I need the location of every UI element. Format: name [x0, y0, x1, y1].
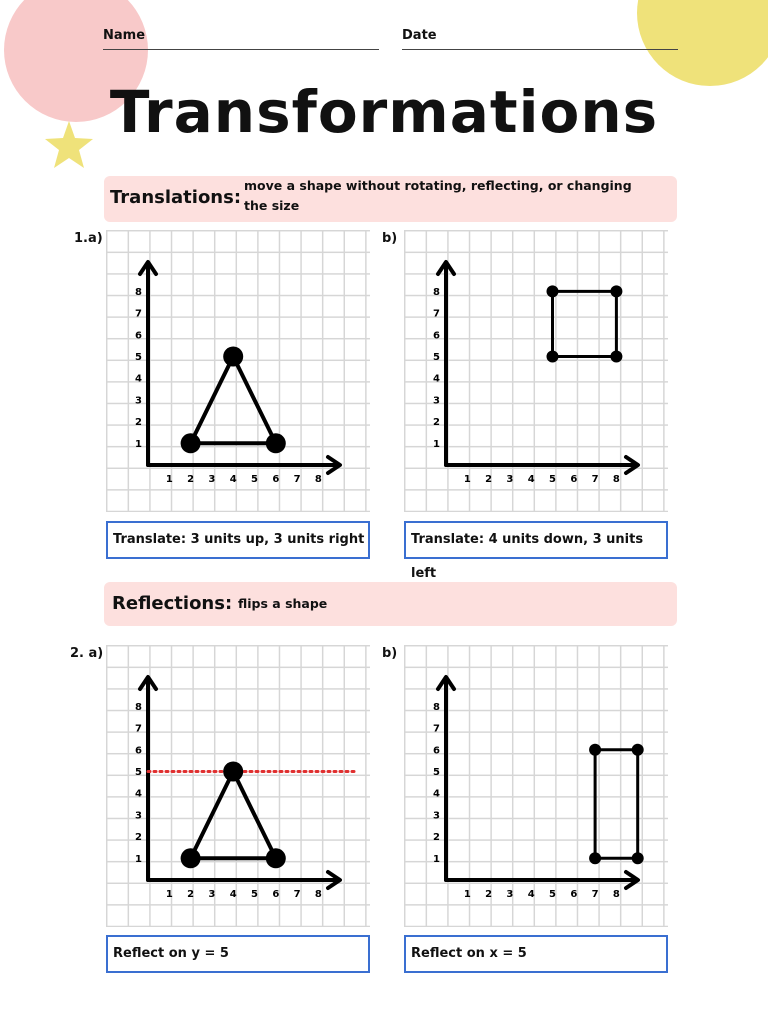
y-tick-label: 4: [433, 788, 440, 800]
y-tick-label: 7: [135, 308, 142, 320]
y-tick-label: 4: [135, 788, 142, 800]
triangle-shape: [191, 357, 276, 444]
vertex-point: [632, 852, 644, 864]
reflections-description: flips a shape: [238, 596, 328, 611]
x-tick-label: 3: [506, 889, 514, 900]
vertex-point: [589, 852, 601, 864]
vertex-point: [266, 848, 286, 868]
problem-2a-label: 2. a): [70, 646, 104, 661]
y-tick-label: 3: [433, 810, 440, 822]
date-field-line[interactable]: [402, 49, 678, 50]
y-tick-label: 2: [433, 832, 440, 844]
x-tick-label: 8: [314, 889, 322, 900]
x-tick-label: 8: [314, 474, 322, 485]
task-1b-text: Translate: 4 units down, 3 units left: [411, 532, 644, 581]
page-title: Transformations: [109, 78, 659, 146]
vertex-point: [181, 848, 201, 868]
task-2a-text: Reflect on y = 5: [113, 946, 229, 961]
x-tick-label: 7: [293, 474, 301, 485]
y-tick-label: 1: [135, 853, 142, 865]
y-tick-label: 7: [433, 723, 440, 735]
y-tick-label: 6: [135, 330, 142, 342]
coordinate-plane-2a[interactable]: [106, 645, 370, 927]
task-box-1b[interactable]: [404, 521, 668, 581]
vertex-point: [589, 744, 601, 756]
y-tick-label: 4: [433, 373, 440, 385]
x-tick-label: 6: [570, 474, 578, 485]
triangle-shape: [191, 772, 276, 859]
x-tick-label: 7: [293, 889, 301, 900]
y-tick-label: 7: [135, 723, 142, 735]
x-tick-label: 1: [463, 889, 471, 900]
reflections-heading: Reflections:: [112, 593, 233, 614]
reflections-banner: [104, 582, 677, 626]
x-tick-label: 7: [591, 889, 599, 900]
x-tick-label: 5: [549, 474, 556, 485]
rectangle-shape: [553, 291, 617, 356]
y-tick-label: 3: [135, 810, 142, 822]
translations-description-line1: move a shape without rotating, reflecting, or changing: [244, 178, 632, 193]
vertex-point: [223, 347, 243, 367]
coordinate-plane-2b[interactable]: [404, 645, 668, 927]
y-tick-label: 1: [433, 438, 440, 450]
x-tick-label: 4: [527, 889, 535, 900]
vertex-point: [547, 351, 559, 363]
x-tick-label: 8: [612, 889, 620, 900]
x-tick-label: 2: [187, 474, 195, 485]
y-tick-label: 2: [135, 417, 142, 429]
translations-banner: [104, 176, 677, 222]
rectangle-shape: [595, 750, 638, 859]
task-box-1a[interactable]: [106, 521, 370, 559]
x-tick-label: 1: [463, 474, 471, 485]
translations-heading: Translations:: [110, 187, 242, 208]
x-tick-label: 2: [187, 889, 195, 900]
x-tick-label: 3: [208, 889, 216, 900]
y-tick-label: 5: [433, 767, 440, 778]
y-tick-label: 6: [433, 330, 440, 342]
y-tick-label: 1: [433, 853, 440, 865]
task-1a-text: Translate: 3 units up, 3 units right: [113, 532, 365, 547]
y-tick-label: 5: [135, 352, 142, 363]
vertex-point: [547, 285, 559, 297]
y-tick-label: 6: [135, 745, 142, 757]
y-tick-label: 1: [135, 438, 142, 450]
x-tick-label: 5: [549, 889, 556, 900]
y-tick-label: 3: [135, 395, 142, 407]
x-tick-label: 1: [165, 889, 173, 900]
x-tick-label: 8: [612, 474, 620, 485]
y-tick-label: 2: [433, 417, 440, 429]
y-tick-label: 5: [433, 352, 440, 363]
y-tick-label: 5: [135, 767, 142, 778]
x-tick-label: 5: [251, 889, 258, 900]
y-tick-label: 8: [135, 701, 142, 713]
coordinate-plane-1a[interactable]: [106, 230, 370, 512]
y-tick-label: 6: [433, 745, 440, 757]
y-tick-label: 4: [135, 373, 142, 385]
x-tick-label: 1: [165, 474, 173, 485]
x-tick-label: 6: [570, 889, 578, 900]
x-tick-label: 7: [591, 474, 599, 485]
problem-1a-label: 1.a): [74, 231, 103, 246]
x-tick-label: 2: [485, 889, 493, 900]
task-2b-text: Reflect on x = 5: [411, 946, 527, 961]
yellow-circle-decoration: [637, 0, 768, 86]
y-tick-label: 8: [135, 286, 142, 298]
vertex-point: [181, 433, 201, 453]
problem-2b-label: b): [382, 646, 398, 661]
coordinate-plane-1b[interactable]: [404, 230, 668, 512]
y-tick-label: 7: [433, 308, 440, 320]
x-tick-label: 6: [272, 474, 280, 485]
date-label: Date: [402, 28, 437, 43]
vertex-point: [610, 285, 622, 297]
vertex-point: [632, 744, 644, 756]
x-tick-label: 5: [251, 474, 258, 485]
x-tick-label: 4: [229, 889, 237, 900]
x-tick-label: 4: [527, 474, 535, 485]
vertex-point: [610, 351, 622, 363]
name-label: Name: [103, 28, 146, 43]
y-tick-label: 8: [433, 286, 440, 298]
x-tick-label: 2: [485, 474, 493, 485]
y-tick-label: 2: [135, 832, 142, 844]
name-field-line[interactable]: [103, 49, 379, 50]
task-box-2b[interactable]: [404, 935, 668, 973]
task-box-2a[interactable]: [106, 935, 370, 973]
translations-description-line2: the size: [244, 198, 300, 213]
x-tick-label: 3: [208, 474, 216, 485]
x-tick-label: 3: [506, 474, 514, 485]
vertex-point: [266, 433, 286, 453]
y-tick-label: 3: [433, 395, 440, 407]
problem-1b-label: b): [382, 231, 398, 246]
translations-description: [244, 176, 632, 216]
x-tick-label: 4: [229, 474, 237, 485]
y-tick-label: 8: [433, 701, 440, 713]
vertex-point: [223, 762, 243, 782]
x-tick-label: 6: [272, 889, 280, 900]
